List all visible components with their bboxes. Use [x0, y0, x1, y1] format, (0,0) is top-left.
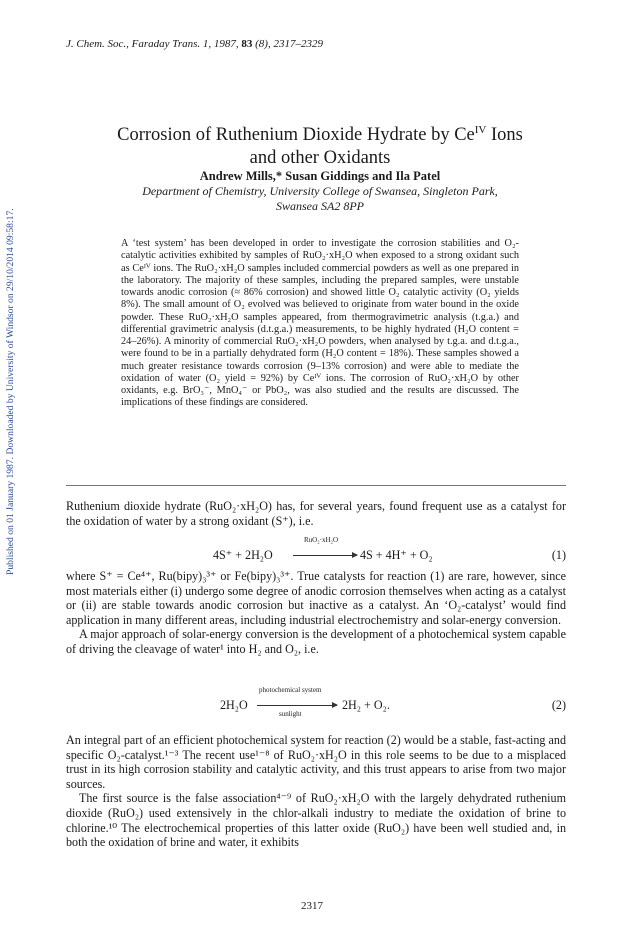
affiliation: Department of Chemistry, University College of Swansea, Singleton Park, Swansea SA2 8PP [142, 184, 498, 213]
section-divider [66, 485, 566, 486]
journal-volume: 83 [241, 38, 253, 50]
equation-2: 2H₂O photochemical system sunlight 2H₂ + O₂. (2) [220, 686, 566, 718]
reaction-arrow [293, 555, 357, 556]
paragraph-catalysts: where S⁺ = Ce⁴⁺, Ru(bipy)₃³⁺ or Fe(bipy)₃³⁺. True catalysts for reaction (1) are rare, however, since most materials either (i) undergo some degree of anodic corrosion themselves when acting as a catalyst or (ii) are stable towards anodic corrosion but inactive as a catalyst. An ‘O₂-catalyst’ would find application in many different areas, including industrial electrochemistry and solar-energy conversion. A major approach of solar-energy conversion is the development of a photochemical system capable of driving the cleavage of water¹ into H₂ and O₂, i.e. [66, 569, 566, 656]
abstract: A ‘test system’ has been developed in order to investigate the corrosion stabilities and O₂-catalytic activities exhibited by samples of RuO₂·xH₂O when exposed to a strong oxidant such as Ceᴵⱽ ions. The RuO₂·xH₂O samples included commercial powders as well as one prepared in the laboratory. The majority of these samples, including the prepared samples, were unstable towards anodic corrosion (≈ 86% corrosion) and showed little O₂ catalytic activity (O₂ yields 8%). The small amount of O₂ evolved was believed to originate from water bound in the oxide powder. These RuO₂·xH₂O samples appeared, from thermogravimetric analysis (t.g.a.) and differential gravimetric analysis (d.t.g.a.) measurements, to be highly hydrated (H₂O content = 24–26%). A minority of commercial RuO₂·xH₂O powders, when analysed by t.g.a. and d.t.g.a., were found to be in a partially dehydrated form (H₂O content = 18%). These samples showed a much greater resistance towards corrosion (9–13% corrosion) and were able to mediate the oxidation of water (O₂ yield = 92%) by Ceᴵⱽ ions. The corrosion of RuO₂·xH₂O by other oxidants, e.g. BrO₃⁻, MnO₄⁻ or PbO₂, was also studied and the results are discussed. The implications of these findings are considered. [121, 238, 519, 409]
journal-issue-pages: (8), 2317–2329 [255, 38, 323, 50]
paragraph-photochemical: An integral part of an efficient photochemical system for reaction (2) would be a stable, fast-acting and specific O₂-catalyst.¹⁻³ The recent use¹⁻⁸ of RuO₂·xH₂O in this role seems to be due to a misplaced trust in its high corrosion stability and catalytic activity, and this trust appears to arise from two major sources. The first source is the false association⁴⁻⁹ of RuO₂·xH₂O with the largely dehydrated ruthenium dioxide (RuO₂) used extensively in the chlor-alkali industry to mediate the oxidation of brine to chlorine.¹⁰ The electrochemical properties of this latter oxide (RuO₂) have been well studied and, in both the oxidation of brine and water, it exhibits [66, 733, 566, 850]
paper-title: Corrosion of Ruthenium Dioxide Hydrate by $Ce^{IV}$ Ions and other Oxidants [117, 124, 523, 169]
authors: Andrew Mills,* Susan Giddings and Ila Patel [199, 169, 441, 183]
journal-citation [66, 38, 323, 50]
equation-1: 4S⁺ + 2H₂O RuO₂·xH₂O 4S + 4H⁺ + O₂ (1) [213, 536, 566, 562]
reaction-arrow [257, 705, 337, 706]
page-number: 2317 [301, 900, 323, 912]
paragraph-intro: Ruthenium dioxide hydrate (RuO₂·xH₂O) has, for several years, found frequent use as a catalyst for the oxidation of water by a strong oxidant (S⁺), i.e. [66, 499, 566, 528]
download-notice: Published on 01 January 1987. Downloaded by University of Windsor on 29/10/2014 09:58:17. [5, 208, 16, 575]
journal-year: 1987, [213, 38, 239, 50]
journal-name: J. Chem. Soc., Faraday Trans. 1, [66, 38, 212, 50]
